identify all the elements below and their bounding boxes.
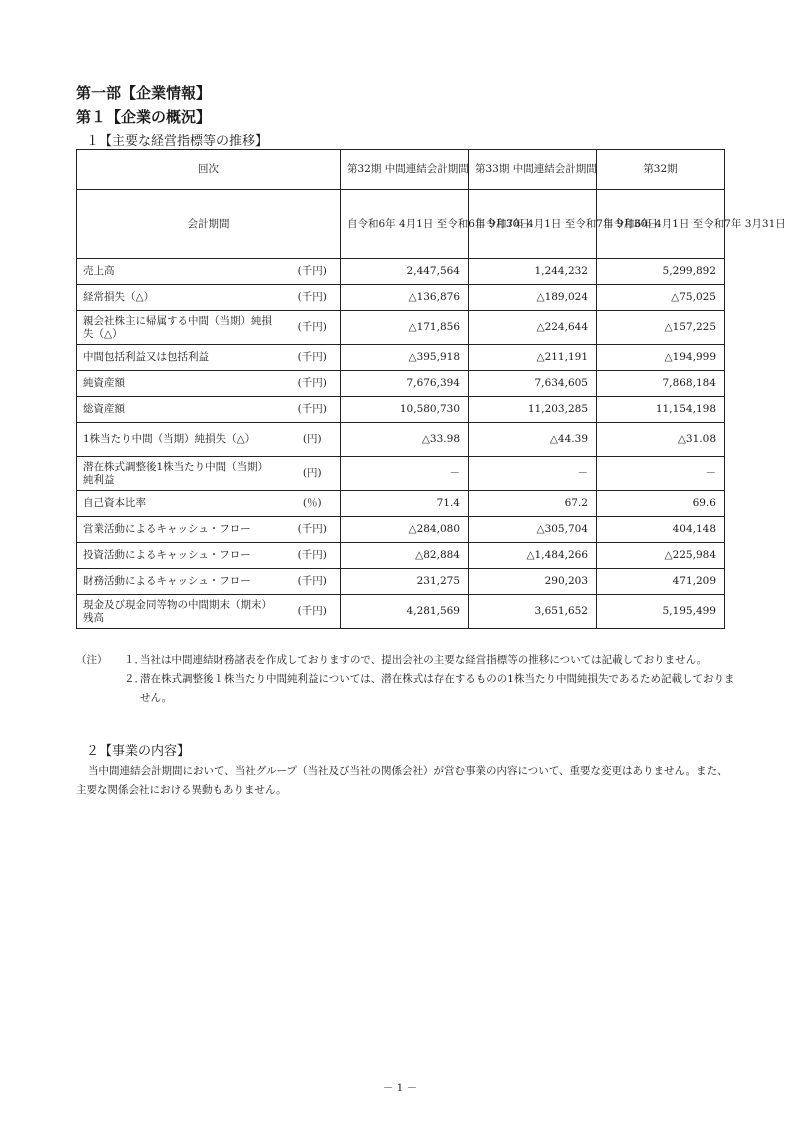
row-unit: (千円) xyxy=(285,517,341,543)
row-unit: (円) xyxy=(285,423,341,457)
row-unit: (千円) xyxy=(285,345,341,371)
row-label: 1株当たり中間（当期）純損失（△） xyxy=(77,423,285,457)
table-row xyxy=(77,259,725,285)
table-row xyxy=(77,345,725,371)
value-cell: 290,203 xyxy=(469,569,597,595)
notes-block xyxy=(76,651,736,708)
page-number: － 1 － xyxy=(382,1082,418,1094)
note-number: ２． xyxy=(124,673,145,685)
row-unit: (円) xyxy=(285,457,341,491)
value-cell: △395,918 xyxy=(341,345,469,371)
value-cell: △224,644 xyxy=(469,311,597,345)
chapter-title: 第１【企業の概況】 xyxy=(76,108,212,126)
row-label: 経常損失（△） xyxy=(77,285,285,311)
table-row xyxy=(77,595,725,629)
value-cell: △33.98 xyxy=(341,423,469,457)
column-header-dates: 自令和6年 4月1日 至令和7年 3月31日 xyxy=(597,190,725,259)
note-number: １． xyxy=(124,654,145,666)
table-row xyxy=(77,457,725,491)
value-cell: 1,244,232 xyxy=(469,259,597,285)
column-header-period: 第32期 xyxy=(597,150,725,190)
value-cell: △194,999 xyxy=(597,345,725,371)
value-cell: △157,225 xyxy=(597,311,725,345)
section-title-business: ２【事業の内容】 xyxy=(86,744,191,759)
row-label: 親会社株主に帰属する中間（当期）純損失（△） xyxy=(77,311,285,345)
note-item xyxy=(76,651,736,670)
value-cell: 3,651,652 xyxy=(469,595,597,629)
table-row xyxy=(77,491,725,517)
row-label: 純資産額 xyxy=(77,371,285,397)
row-label: 自己資本比率 xyxy=(77,491,285,517)
row-label: 財務活動によるキャッシュ・フロー xyxy=(77,569,285,595)
table-row xyxy=(77,569,725,595)
value-cell: △189,024 xyxy=(469,285,597,311)
column-header-period: 第32期 中間連結会計期間 xyxy=(341,150,469,190)
value-cell: △82,884 xyxy=(341,543,469,569)
row-unit: (％) xyxy=(285,491,341,517)
table-row xyxy=(77,543,725,569)
value-cell: 5,299,892 xyxy=(597,259,725,285)
table-row xyxy=(77,423,725,457)
row-unit: (千円) xyxy=(285,285,341,311)
part-title: 第一部【企業情報】 xyxy=(76,84,212,102)
note-text: 潜在株式調整後１株当たり中間純利益については、潜在株式は存在するものの1株当たり中間純損失であるため記載しておりません。 xyxy=(140,673,735,704)
value-cell: △305,704 xyxy=(469,517,597,543)
value-cell: △211,191 xyxy=(469,345,597,371)
row-unit: (千円) xyxy=(285,543,341,569)
row-label: 総資産額 xyxy=(77,397,285,423)
table-row xyxy=(77,371,725,397)
header-label-kaiji: 回次 xyxy=(77,150,341,190)
row-unit: (千円) xyxy=(285,311,341,345)
value-cell: 2,447,564 xyxy=(341,259,469,285)
kpi-table xyxy=(76,149,786,629)
section-title-kpi: １【主要な経営指標等の推移】 xyxy=(86,134,269,149)
table-header-row-dates xyxy=(77,190,725,259)
section-business-body: 当中間連結会計期間において、当社グループ（当社及び当社の関係会社）が営む事業の内容について、重要な変更はありません。また、主要な関係会社における異動もありません。 xyxy=(76,765,728,796)
value-cell: － xyxy=(341,457,469,491)
table-row xyxy=(77,311,725,345)
value-cell: 7,868,184 xyxy=(597,371,725,397)
value-cell: △44.39 xyxy=(469,423,597,457)
value-cell: 71.4 xyxy=(341,491,469,517)
value-cell: 471,209 xyxy=(597,569,725,595)
row-unit: (千円) xyxy=(285,397,341,423)
row-label: 中間包括利益又は包括利益 xyxy=(77,345,285,371)
row-unit: (千円) xyxy=(285,569,341,595)
row-label: 営業活動によるキャッシュ・フロー xyxy=(77,517,285,543)
value-cell: △31.08 xyxy=(597,423,725,457)
row-label: 潜在株式調整後1株当たり中間（当期）純利益 xyxy=(77,457,285,491)
value-cell: △225,984 xyxy=(597,543,725,569)
value-cell: 7,634,605 xyxy=(469,371,597,397)
value-cell: 404,148 xyxy=(597,517,725,543)
value-cell: 67.2 xyxy=(469,491,597,517)
value-cell: 4,281,569 xyxy=(341,595,469,629)
row-label: 現金及び現金同等物の中間期末（期末）残高 xyxy=(77,595,285,629)
value-cell: 69.6 xyxy=(597,491,725,517)
value-cell: 11,203,285 xyxy=(469,397,597,423)
value-cell: △1,484,266 xyxy=(469,543,597,569)
table-row xyxy=(77,397,725,423)
header-label-accounting-period: 会計期間 xyxy=(77,190,341,259)
row-label: 投資活動によるキャッシュ・フロー xyxy=(77,543,285,569)
value-cell: 7,676,394 xyxy=(341,371,469,397)
note-text: 当社は中間連結財務諸表を作成しておりますので、提出会社の主要な経営指標等の推移については記載しておりません。 xyxy=(140,654,708,666)
row-label: 売上高 xyxy=(77,259,285,285)
value-cell: 5,195,499 xyxy=(597,595,725,629)
row-unit: (千円) xyxy=(285,259,341,285)
row-unit: (千円) xyxy=(285,371,341,397)
note-item xyxy=(76,670,736,708)
column-header-dates: 自令和7年 4月1日 至令和7年 9月30日 xyxy=(469,190,597,259)
table-header-row-period xyxy=(77,150,725,190)
row-unit: (千円) xyxy=(285,595,341,629)
value-cell: △136,876 xyxy=(341,285,469,311)
column-header-period: 第33期 中間連結会計期間 xyxy=(469,150,597,190)
value-cell: △75,025 xyxy=(597,285,725,311)
value-cell: △171,856 xyxy=(341,311,469,345)
value-cell: 11,154,198 xyxy=(597,397,725,423)
table-row xyxy=(77,517,725,543)
value-cell: － xyxy=(469,457,597,491)
value-cell: 231,275 xyxy=(341,569,469,595)
table-row xyxy=(77,285,725,311)
notes-prefix: （注） xyxy=(76,654,108,666)
value-cell: △284,080 xyxy=(341,517,469,543)
value-cell: － xyxy=(597,457,725,491)
column-header-dates: 自令和6年 4月1日 至令和6年 9月30日 xyxy=(341,190,469,259)
value-cell: 10,580,730 xyxy=(341,397,469,423)
